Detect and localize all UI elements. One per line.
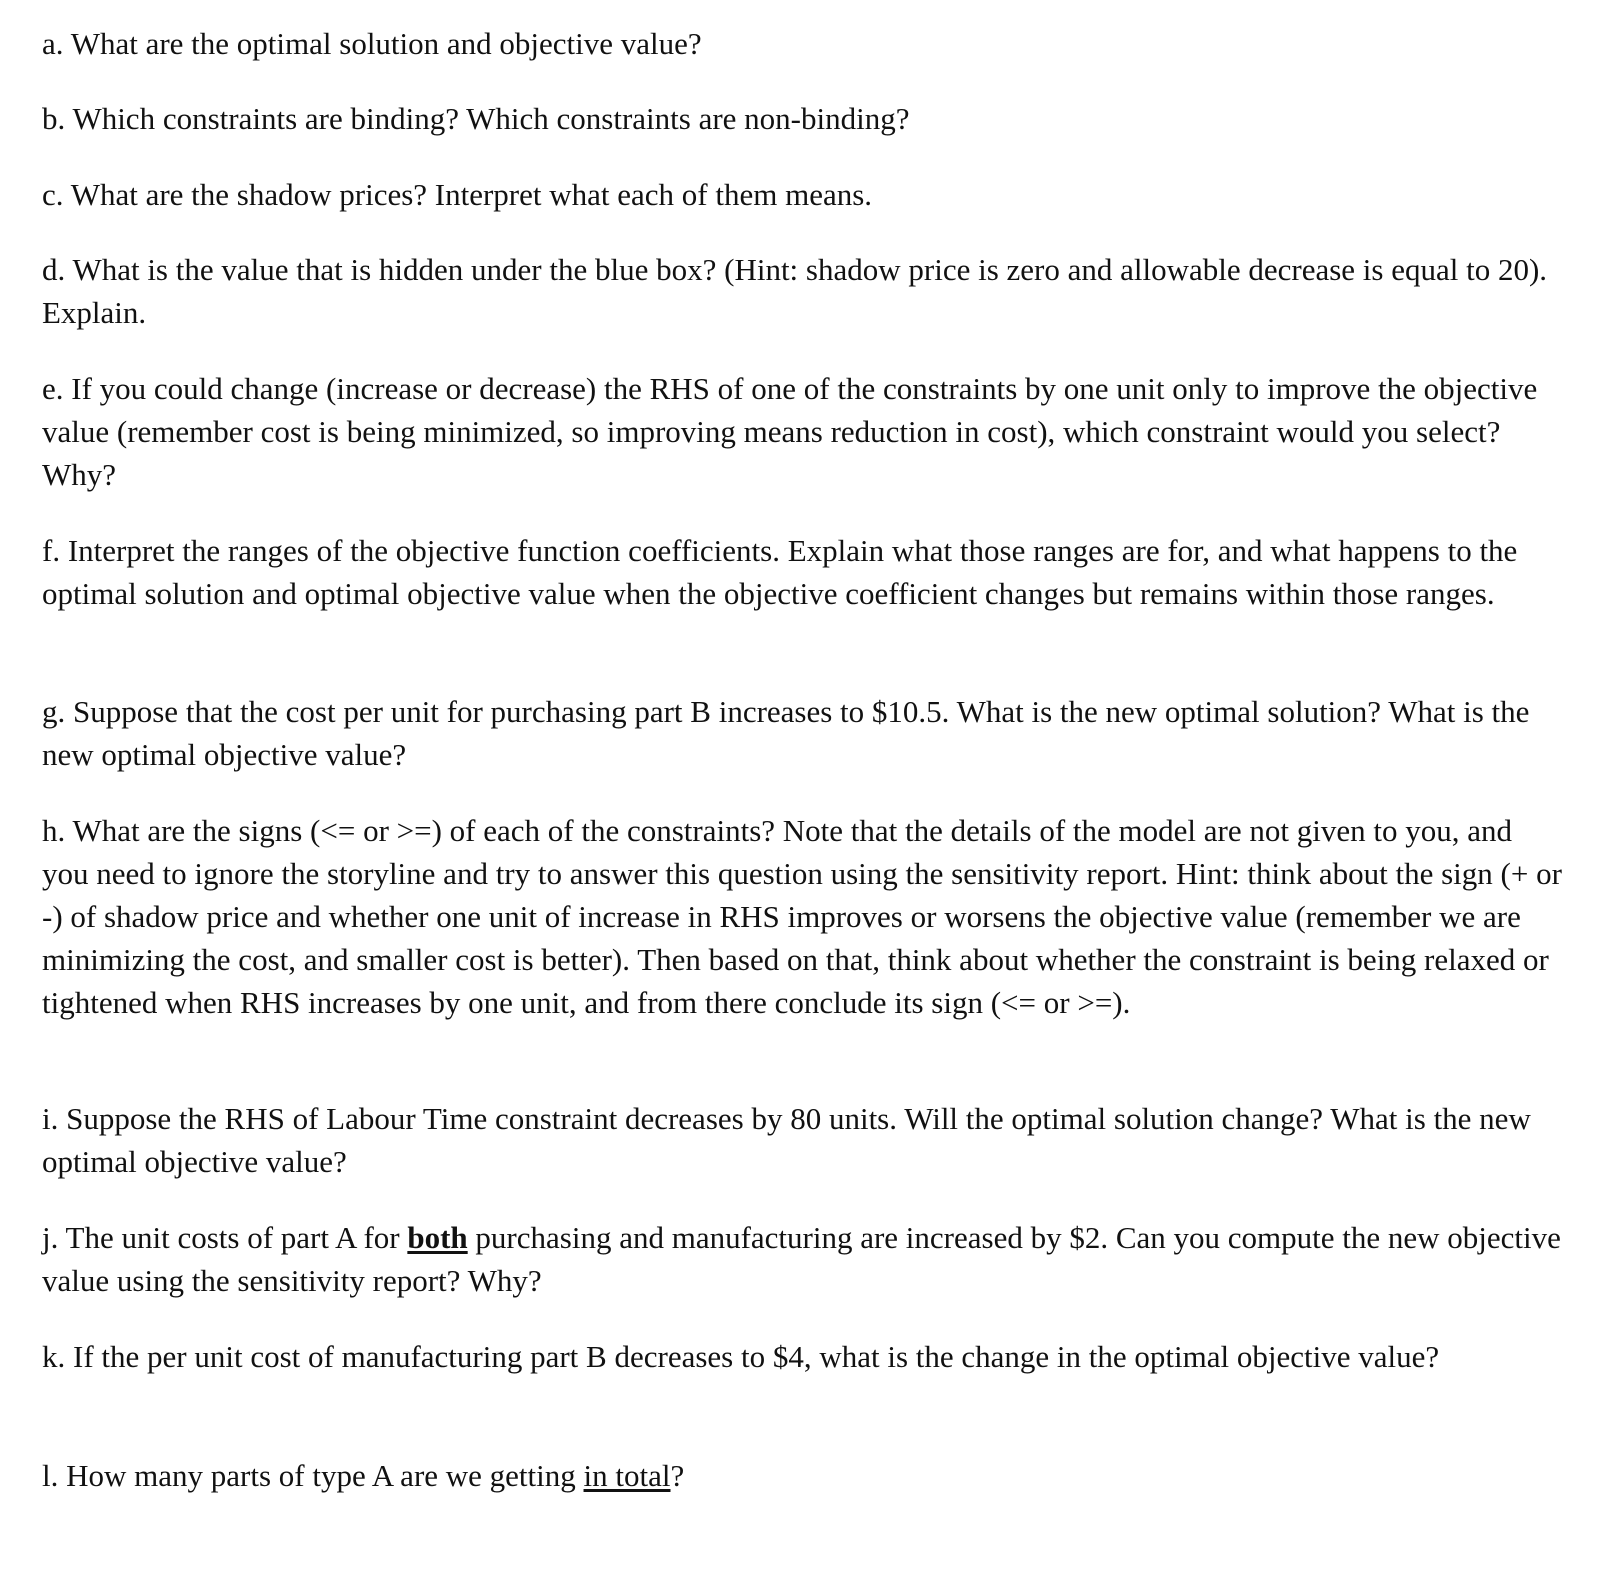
question-j-emphasis: both xyxy=(407,1220,468,1255)
question-e: e. If you could change (increase or decrease) the RHS of one of the constraints by one unit only to improve the objective value (remember cost is being minimized, so improving means reduction in cost), which constraint would you select? Why? xyxy=(42,371,1538,492)
question-l xyxy=(42,1454,1562,1497)
question-j-start: j. The unit costs of part A for xyxy=(42,1220,408,1255)
question-g: g. Suppose that the cost per unit for purchasing part B increases to $10.5. What is the new optimal solution? What is the new optimal objective value? xyxy=(42,694,1530,772)
question-j-end: purchasing and manufacturing are increased by $2. Can you compute the new objective value using the sensitivity report? Why? xyxy=(42,1220,1561,1298)
question-l-emphasis: in total xyxy=(583,1458,671,1493)
question-j xyxy=(42,1216,1562,1302)
question-c: c. What are the shadow prices? Interpret what each of them means. xyxy=(42,177,873,212)
question-h: h. What are the signs (<= or >=) of each of the constraints? Note that the details of the model are not given to you, and you need to ignore the storyline and try to answer this question using the sensitivity report. Hint: think about the sign (+ or -) of shadow price and whether one unit of increase in RHS improves or worsens the objective value (remember we are minimizing the cost, and smaller cost is better). Then based on that, think about whether the constraint is being relaxed or tightened when RHS increases by one unit, and from there conclude its sign (<= or >=). xyxy=(42,813,1562,1020)
question-a: a. What are the optimal solution and objective value? xyxy=(42,26,702,61)
question-f: f. Interpret the ranges of the objective function coefficients. Explain what those ranges are for, and what happens to the optimal solution and optimal objective value when the objective coefficient changes but remains within those ranges. xyxy=(42,533,1518,611)
question-l-end: ? xyxy=(670,1458,685,1493)
question-d: d. What is the value that is hidden under the blue box? (Hint: shadow price is zero and allowable decrease is equal to 20). Explain. xyxy=(42,252,1548,330)
question-k: k. If the per unit cost of manufacturing part B decreases to $4, what is the change in the optimal objective value? xyxy=(42,1339,1440,1374)
question-b: b. Which constraints are binding? Which constraints are non-binding? xyxy=(42,101,910,136)
question-l-start: l. How many parts of type A are we getting xyxy=(42,1458,584,1493)
question-i: i. Suppose the RHS of Labour Time constraint decreases by 80 units. Will the optimal solution change? What is the new optimal objective value? xyxy=(42,1101,1531,1179)
